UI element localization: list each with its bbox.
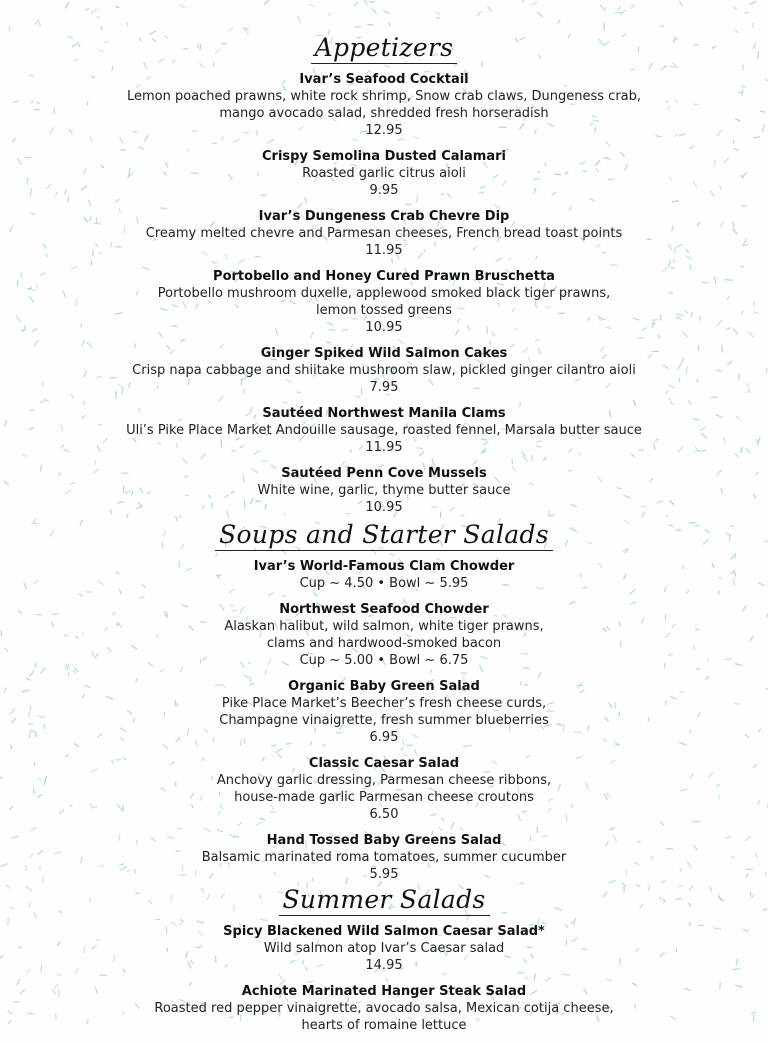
menu-item-description: Roasted red pepper vinaigrette, avocado salsa, Mexican cotija cheese, — [0, 1000, 768, 1017]
menu-item-price: Cup ~ 4.50 • Bowl ~ 5.95 — [0, 575, 768, 592]
menu-item-description: Balsamic marinated roma tomatoes, summer cucumber — [0, 849, 768, 866]
menu-item-description: clams and hardwood-smoked bacon — [0, 635, 768, 652]
menu-item — [0, 923, 768, 974]
menu-item-description: Roasted garlic citrus aioli — [0, 165, 768, 182]
menu-item-name: Spicy Blackened Wild Salmon Caesar Salad* — [0, 923, 768, 940]
menu-item-name: Crispy Semolina Dusted Calamari — [0, 148, 768, 165]
menu-item-description: Uli’s Pike Place Market Andouille sausage, roasted fennel, Marsala butter sauce — [0, 422, 768, 439]
menu-item-price: Cup ~ 5.00 • Bowl ~ 6.75 — [0, 652, 768, 669]
menu-item-price: 5.95 — [0, 866, 768, 883]
menu-item-price: 9.95 — [0, 182, 768, 199]
menu-item — [0, 601, 768, 669]
menu-item-description: Champagne vinaigrette, fresh summer blueberries — [0, 712, 768, 729]
menu-item — [0, 268, 768, 336]
menu-item-description: Crisp napa cabbage and shiitake mushroom slaw, pickled ginger cilantro aioli — [0, 362, 768, 379]
section-title-wrap — [0, 520, 768, 556]
menu-item-name: Sautéed Northwest Manila Clams — [0, 405, 768, 422]
menu-item — [0, 71, 768, 139]
menu-item-name: Hand Tossed Baby Greens Salad — [0, 832, 768, 849]
menu-section — [0, 885, 768, 1043]
menu-item-name: Achiote Marinated Hanger Steak Salad — [0, 983, 768, 1000]
menu-item-name: Sautéed Penn Cove Mussels — [0, 465, 768, 482]
menu-item-name: Classic Caesar Salad — [0, 755, 768, 772]
menu-item-description: hearts of romaine lettuce — [0, 1017, 768, 1034]
menu-item-description: Wild salmon atop Ivar’s Caesar salad — [0, 940, 768, 957]
menu-item-price: 11.95 — [0, 439, 768, 456]
section-title: Soups and Starter Salads — [215, 520, 553, 551]
menu-item-name: Ivar’s Seafood Cocktail — [0, 71, 768, 88]
menu-item-price: 12.95 — [0, 122, 768, 139]
menu-section — [0, 33, 768, 525]
menu-item-name: Northwest Seafood Chowder — [0, 601, 768, 618]
menu-item-description: Creamy melted chevre and Parmesan cheeses, French bread toast points — [0, 225, 768, 242]
menu-item-description: Portobello mushroom duxelle, applewood smoked black tiger prawns, — [0, 285, 768, 302]
menu-item-description: White wine, garlic, thyme butter sauce — [0, 482, 768, 499]
section-title-wrap — [0, 33, 768, 69]
menu-item-description: lemon tossed greens — [0, 302, 768, 319]
menu-item — [0, 465, 768, 516]
menu-item-description: house-made garlic Parmesan cheese croutons — [0, 789, 768, 806]
menu-item-description: Pike Place Market’s Beecher’s fresh cheese curds, — [0, 695, 768, 712]
menu-item-price: 6.50 — [0, 806, 768, 823]
menu-item-price: 14.95 — [0, 957, 768, 974]
menu-item-name: Ivar’s World-Famous Clam Chowder — [0, 558, 768, 575]
menu-item-description: Lemon poached prawns, white rock shrimp, Snow crab claws, Dungeness crab, — [0, 88, 768, 105]
menu-item — [0, 148, 768, 199]
menu-item-name: Organic Baby Green Salad — [0, 678, 768, 695]
menu-item — [0, 755, 768, 823]
menu-item-price: 6.95 — [0, 729, 768, 746]
section-title: Summer Salads — [279, 885, 490, 916]
menu-item-description: Anchovy garlic dressing, Parmesan cheese ribbons, — [0, 772, 768, 789]
menu-item — [0, 558, 768, 592]
menu-item-name: Ivar’s Dungeness Crab Chevre Dip — [0, 208, 768, 225]
menu-item-name: Ginger Spiked Wild Salmon Cakes — [0, 345, 768, 362]
section-title-wrap — [0, 885, 768, 921]
menu-item-description: Alaskan halibut, wild salmon, white tiger prawns, — [0, 618, 768, 635]
menu-item-name: Portobello and Honey Cured Prawn Bruschetta — [0, 268, 768, 285]
menu-item — [0, 345, 768, 396]
menu-item — [0, 678, 768, 746]
menu-item — [0, 405, 768, 456]
menu-item — [0, 208, 768, 259]
menu-item — [0, 983, 768, 1034]
menu-section — [0, 520, 768, 892]
menu-item-price: 11.95 — [0, 242, 768, 259]
menu-item-price: 7.95 — [0, 379, 768, 396]
section-title: Appetizers — [311, 33, 458, 64]
menu-item-price: 10.95 — [0, 319, 768, 336]
menu-item — [0, 832, 768, 883]
menu-item-description: mango avocado salad, shredded fresh horseradish — [0, 105, 768, 122]
menu-item-price: 10.95 — [0, 499, 768, 516]
